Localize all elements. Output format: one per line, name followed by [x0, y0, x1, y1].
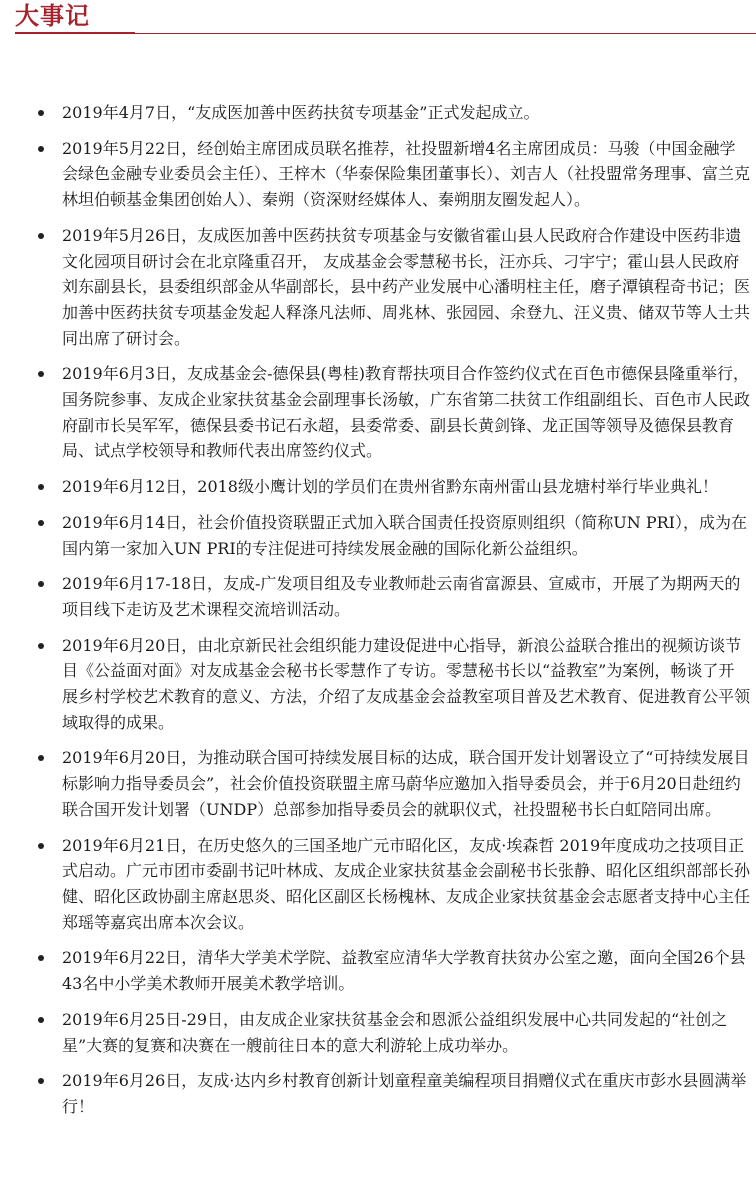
bullet-icon: [38, 581, 44, 587]
bullet-icon: [38, 110, 44, 116]
event-text: 2019年6月22日，清华大学美术学院、益教室应清华大学教育扶贫办公室之邀，面向全国26个县43名中小学美术教师开展美术教学培训。: [62, 948, 746, 994]
event-text: 2019年6月3日，友成基金会-德保县(粤桂)教育帮扶项目合作签约仪式在百色市德保县隆重举行，国务院参事、友成企业家扶贫基金会副理事长汤敏，广东省第二扶贫工作组副组长、百色市人民政府副市长吴军军，德保县委书记石永超，县委常委、副县长黄剑锋、龙正国等领导及德保县教育局、试点学校领导和教师代表出席签约仪式。: [62, 364, 751, 461]
event-text: 2019年6月20日，由北京新民社会组织能力建设促进中心指导，新浪公益联合推出的视频访谈节目《公益面对面》对友成基金会秘书长零慧作了专访。零慧秘书长以“益教室”为案例，畅谈了开展乡村学校艺术教育的意义、方法，介绍了友成基金会益教室项目普及艺术教育、促进教育公平领域取得的成果。: [62, 635, 751, 732]
event-text: 2019年6月17-18日，友成-广发项目组及专业教师赴云南省富源县、宣威市，开展了为期两天的项目线下走访及艺术课程交流培训活动。: [62, 574, 741, 619]
event-item: [0, 633, 756, 736]
bullet-icon: [38, 484, 44, 490]
event-item: [0, 361, 756, 464]
event-text: 2019年5月26日，友成医加善中医药扶贫专项基金与安徽省霍山县人民政府合作建设中医药非遗文化园项目研讨会在北京隆重召开， 友成基金会零慧秘书长，汪亦兵、刁宇宁；霍山县人民政府刘东副县长，县委组织部金从华副部长，县中药产业发展中心潘明柱主任，磨子潭镇程奇书记；医加善中医药扶贫专项基金发起人释涤凡法师、周兆林、张园园、余登九、汪义贵、储双节等人士共同出席了研讨会。: [62, 225, 751, 348]
header-divider: [135, 33, 756, 34]
event-text: 2019年6月20日，为推动联合国可持续发展目标的达成，联合国开发计划署设立了“可持续发展目标影响力指导委员会”，社会价值投资联盟主席马蔚华应邀加入指导委员会，并于6月20日赴纽约联合国开发计划署（UNDP）总部参加指导委员会的就职仪式，社投盟秘书长白虹陪同出席。: [62, 748, 750, 819]
bullet-icon: [38, 843, 44, 849]
bullet-icon: [38, 755, 44, 761]
event-item: [0, 474, 756, 500]
event-text: 2019年6月25日-29日，由友成企业家扶贫基金会和恩派公益组织发展中心共同发起的“社创之星”大赛的复赛和决赛在一艘前往日本的意大利游轮上成功举办。: [62, 1009, 728, 1055]
event-item: [0, 745, 756, 822]
event-item: [0, 571, 756, 622]
title-underline: [15, 32, 135, 34]
event-text: 2019年6月21日，在历史悠久的三国圣地广元市昭化区，友成·埃森哲 2019年度成功之技项目正式启动。广元市团市委副书记叶林成、友成企业家扶贫基金会副秘书长张静、昭化区组织部部长孙健、昭化区政协副主席赵思炎、昭化区副区长杨槐林、友成企业家扶贫基金会志愿者支持中心主任郑瑶等嘉宾出席本次会议。: [62, 835, 751, 932]
bullet-icon: [38, 233, 44, 239]
bullet-icon: [38, 955, 44, 961]
event-text: 2019年5月22日，经创始主席团成员联名推荐，社投盟新增4名主席团成员：马骏（中国金融学会绿色金融专业委员会主任）、王梓木（华泰保险集团董事长）、刘吉人（社投盟常务理事、富兰克林坦伯顿基金集团创始人）、秦朔（资深财经媒体人、秦朔朋友圈发起人）。: [62, 138, 751, 210]
bullet-icon: [38, 146, 44, 152]
bullet-icon: [38, 643, 44, 649]
bullet-icon: [38, 371, 44, 377]
page-title: 大事记: [15, 2, 90, 30]
event-text: 2019年6月12日，2018级小鹰计划的学员们在贵州省黔东南州雷山县龙塘村举行毕业典礼！: [62, 477, 718, 497]
event-item: [0, 100, 756, 126]
event-item: [0, 1007, 756, 1058]
event-item: [0, 1068, 756, 1119]
event-item: [0, 223, 756, 352]
event-item: [0, 945, 756, 996]
bullet-icon: [38, 1078, 44, 1084]
bullet-icon: [38, 1017, 44, 1023]
event-text: 2019年4月7日，“友成医加善中医药扶贫专项基金”正式发起成立。: [62, 103, 540, 122]
event-item: [0, 136, 756, 213]
event-text: 2019年6月14日，社会价值投资联盟正式加入联合国责任投资原则组织（简称UN PRI），成为在国内第一家加入UN PRI的专注促进可持续发展金融的国际化新公益组织。: [62, 512, 747, 558]
event-text: 2019年6月26日，友成·达内乡村教育创新计划童程童美编程项目捐赠仪式在重庆市彭水县圆满举行！: [62, 1071, 747, 1116]
page-header: [0, 0, 756, 36]
event-item: [0, 510, 756, 561]
bullet-icon: [38, 520, 44, 526]
event-list: [0, 100, 756, 1130]
event-item: [0, 833, 756, 936]
